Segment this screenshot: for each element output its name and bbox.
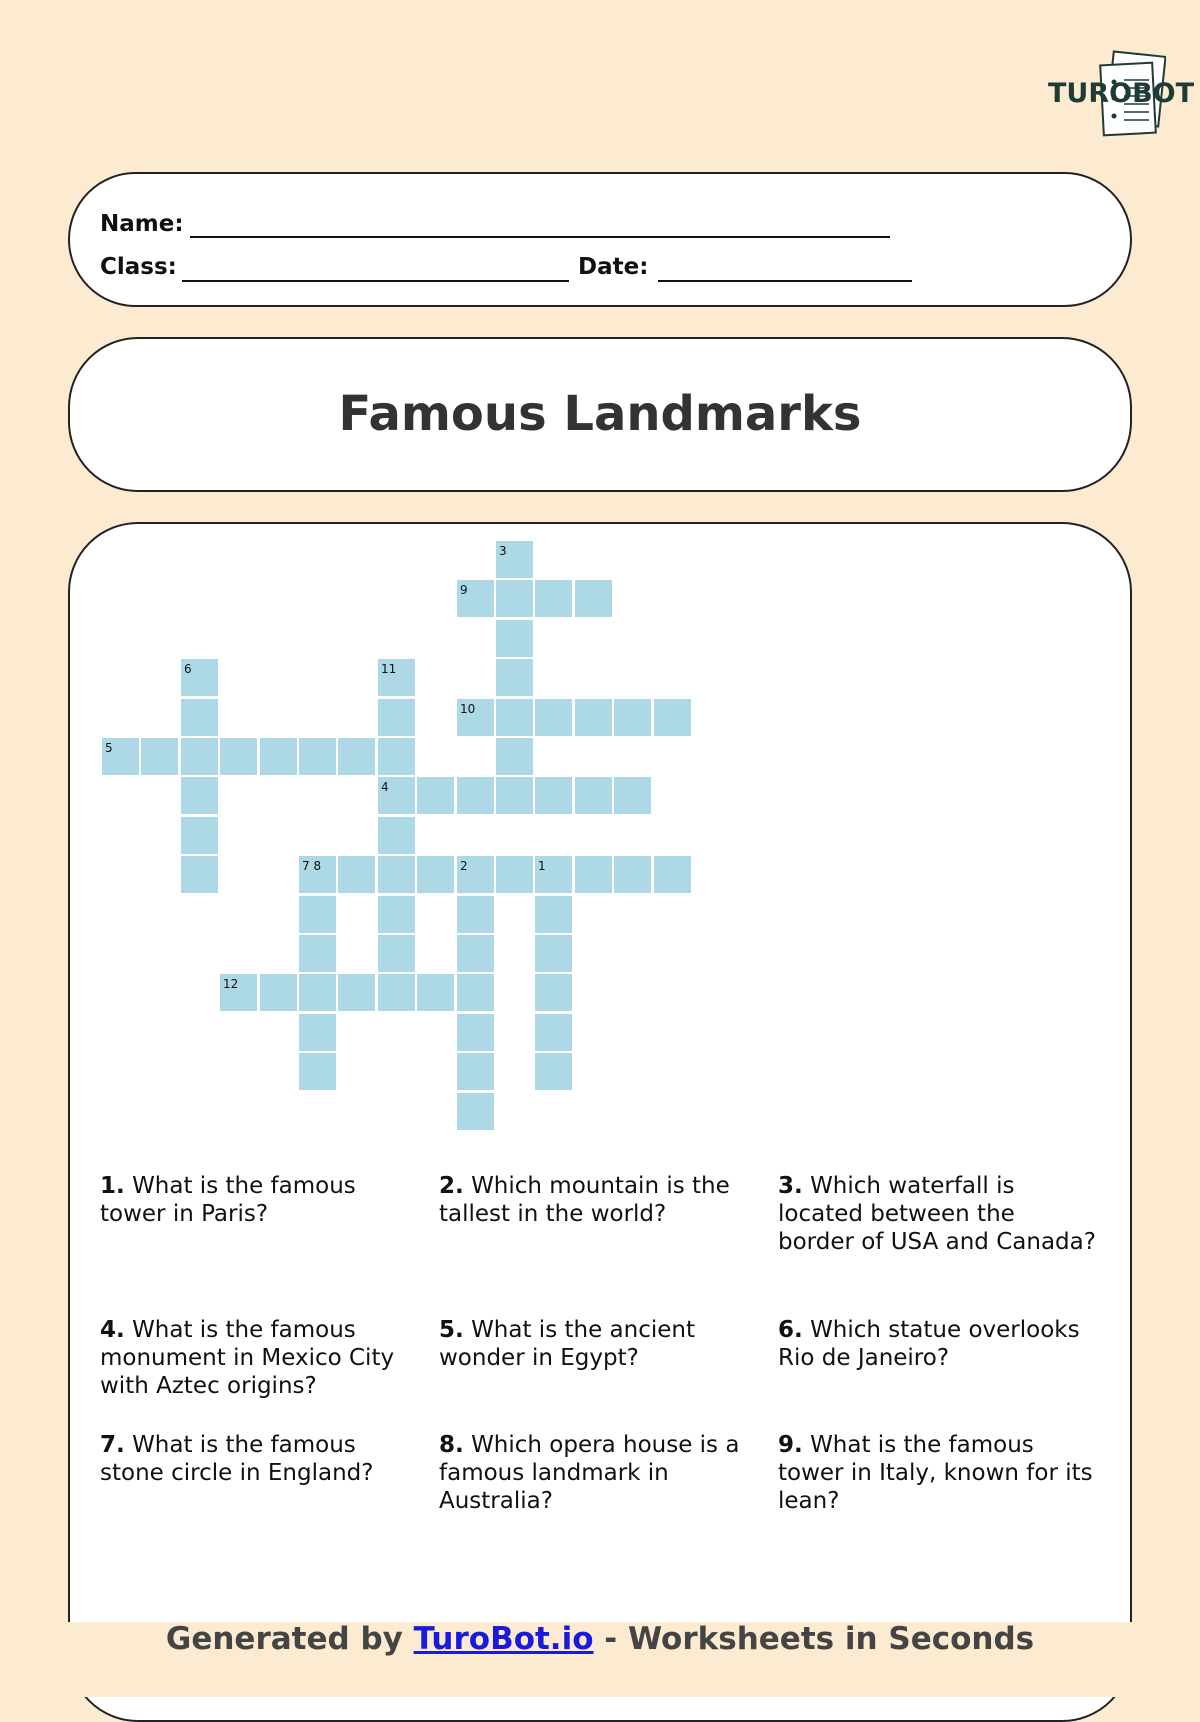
crossword-clue-number: 5: [105, 741, 113, 755]
crossword-cell[interactable]: [496, 699, 533, 736]
clue-6: 6. Which statue overlooks Rio de Janeiro?: [778, 1317, 1080, 1371]
crossword-cell[interactable]: [575, 856, 612, 893]
date-label: Date:: [578, 254, 649, 280]
crossword-clue-number: 1: [538, 859, 546, 873]
crossword-cell[interactable]: [457, 580, 494, 617]
crossword-cell[interactable]: [496, 620, 533, 657]
crossword-cell[interactable]: [378, 699, 415, 736]
name-label: Name:: [100, 211, 184, 237]
crossword-clue-number: 9: [460, 583, 468, 597]
clue-9: 9. What is the famous tower in Italy, known for its lean?: [778, 1432, 1093, 1514]
crossword-cell[interactable]: [299, 1014, 336, 1051]
clue-2: 2. Which mountain is the tallest in the world?: [439, 1173, 730, 1227]
crossword-cell[interactable]: [299, 856, 336, 893]
clue-4: 4. What is the famous monument in Mexico City with Aztec origins?: [100, 1317, 395, 1399]
crossword-cell[interactable]: [417, 777, 454, 814]
class-label: Class:: [100, 254, 177, 280]
crossword-cell[interactable]: [457, 1014, 494, 1051]
crossword-cell[interactable]: [417, 974, 454, 1011]
crossword-cell[interactable]: [535, 1014, 572, 1051]
crossword-cell[interactable]: [457, 856, 494, 893]
crossword-cell[interactable]: [457, 777, 494, 814]
crossword-cell[interactable]: [535, 896, 572, 933]
crossword-cell[interactable]: [457, 935, 494, 972]
worksheet-title: Famous Landmarks: [338, 386, 862, 442]
crossword-cell[interactable]: [181, 699, 218, 736]
crossword-cell[interactable]: [378, 738, 415, 775]
crossword-cell[interactable]: [457, 1093, 494, 1130]
turobot-link[interactable]: TuroBot.io: [413, 1621, 594, 1657]
crossword-cell[interactable]: [299, 935, 336, 972]
crossword-cell[interactable]: [457, 699, 494, 736]
crossword-cell[interactable]: [654, 699, 691, 736]
crossword-cell[interactable]: [457, 974, 494, 1011]
clue-5: 5. What is the ancient wonder in Egypt?: [439, 1317, 695, 1371]
crossword-cell[interactable]: [457, 896, 494, 933]
crossword-cell[interactable]: [614, 856, 651, 893]
crossword-cell[interactable]: [299, 738, 336, 775]
crossword-cell[interactable]: [181, 856, 218, 893]
crossword-cell[interactable]: [181, 738, 218, 775]
crossword-cell[interactable]: [496, 580, 533, 617]
crossword-cell[interactable]: [575, 777, 612, 814]
crossword-clue-number: 2: [460, 859, 468, 873]
crossword-cell[interactable]: [378, 659, 415, 696]
crossword-cell[interactable]: [220, 738, 257, 775]
crossword-cell[interactable]: [299, 974, 336, 1011]
crossword-cell[interactable]: [457, 1053, 494, 1090]
crossword-cell[interactable]: [338, 738, 375, 775]
crossword-clue-number: 3: [499, 544, 507, 558]
crossword-cell[interactable]: [496, 541, 533, 578]
crossword-cell[interactable]: [496, 856, 533, 893]
footer: [0, 1621, 1200, 1657]
crossword-clue-number: 10: [460, 702, 476, 716]
crossword-cell[interactable]: [378, 817, 415, 854]
crossword-cell[interactable]: [299, 896, 336, 933]
crossword-cell[interactable]: [496, 777, 533, 814]
crossword-clue-number: 6: [184, 662, 192, 676]
crossword-cell[interactable]: [181, 659, 218, 696]
crossword-cell[interactable]: [338, 974, 375, 1011]
crossword-cell[interactable]: [496, 738, 533, 775]
clue-1: 1. What is the famous tower in Paris?: [100, 1173, 356, 1227]
clue-3: 3. Which waterfall is located between the border of USA and Canada?: [778, 1173, 1096, 1255]
crossword-clue-number: 12: [223, 977, 239, 991]
crossword-cell[interactable]: [102, 738, 139, 775]
crossword-cell[interactable]: [141, 738, 178, 775]
crossword-cell[interactable]: [378, 777, 415, 814]
crossword-cell[interactable]: [181, 817, 218, 854]
crossword-cell[interactable]: [338, 856, 375, 893]
crossword-clue-number: 7 8: [302, 859, 322, 873]
footer-prefix: Generated by: [165, 1621, 414, 1657]
crossword-clue-number: 4: [381, 780, 389, 794]
crossword-cell[interactable]: [535, 699, 572, 736]
logo-text: TUROBOT: [1048, 78, 1195, 109]
crossword-cell[interactable]: [378, 856, 415, 893]
crossword-cell[interactable]: [614, 699, 651, 736]
crossword-cell[interactable]: [496, 659, 533, 696]
crossword-cell[interactable]: [378, 935, 415, 972]
clue-7: 7. What is the famous stone circle in England?: [100, 1432, 374, 1486]
crossword-cell[interactable]: [535, 777, 572, 814]
crossword-cell[interactable]: [260, 974, 297, 1011]
crossword-cell[interactable]: [535, 856, 572, 893]
crossword-cell[interactable]: [260, 738, 297, 775]
crossword-cell[interactable]: [535, 1053, 572, 1090]
footer-suffix: - Worksheets in Seconds: [593, 1621, 1035, 1657]
crossword-cell[interactable]: [575, 580, 612, 617]
crossword-cell[interactable]: [417, 856, 454, 893]
crossword-cell[interactable]: [535, 974, 572, 1011]
crossword-cell[interactable]: [299, 1053, 336, 1090]
crossword-cell[interactable]: [654, 856, 691, 893]
crossword-cell[interactable]: [535, 580, 572, 617]
crossword-cell[interactable]: [378, 974, 415, 1011]
crossword-cell[interactable]: [220, 974, 257, 1011]
crossword-cell[interactable]: [378, 896, 415, 933]
crossword-cell[interactable]: [181, 777, 218, 814]
crossword-cell[interactable]: [614, 777, 651, 814]
crossword-cell[interactable]: [575, 699, 612, 736]
clue-8: 8. Which opera house is a famous landmark in Australia?: [439, 1432, 740, 1514]
crossword-clue-number: 11: [381, 662, 397, 676]
crossword-cell[interactable]: [535, 935, 572, 972]
